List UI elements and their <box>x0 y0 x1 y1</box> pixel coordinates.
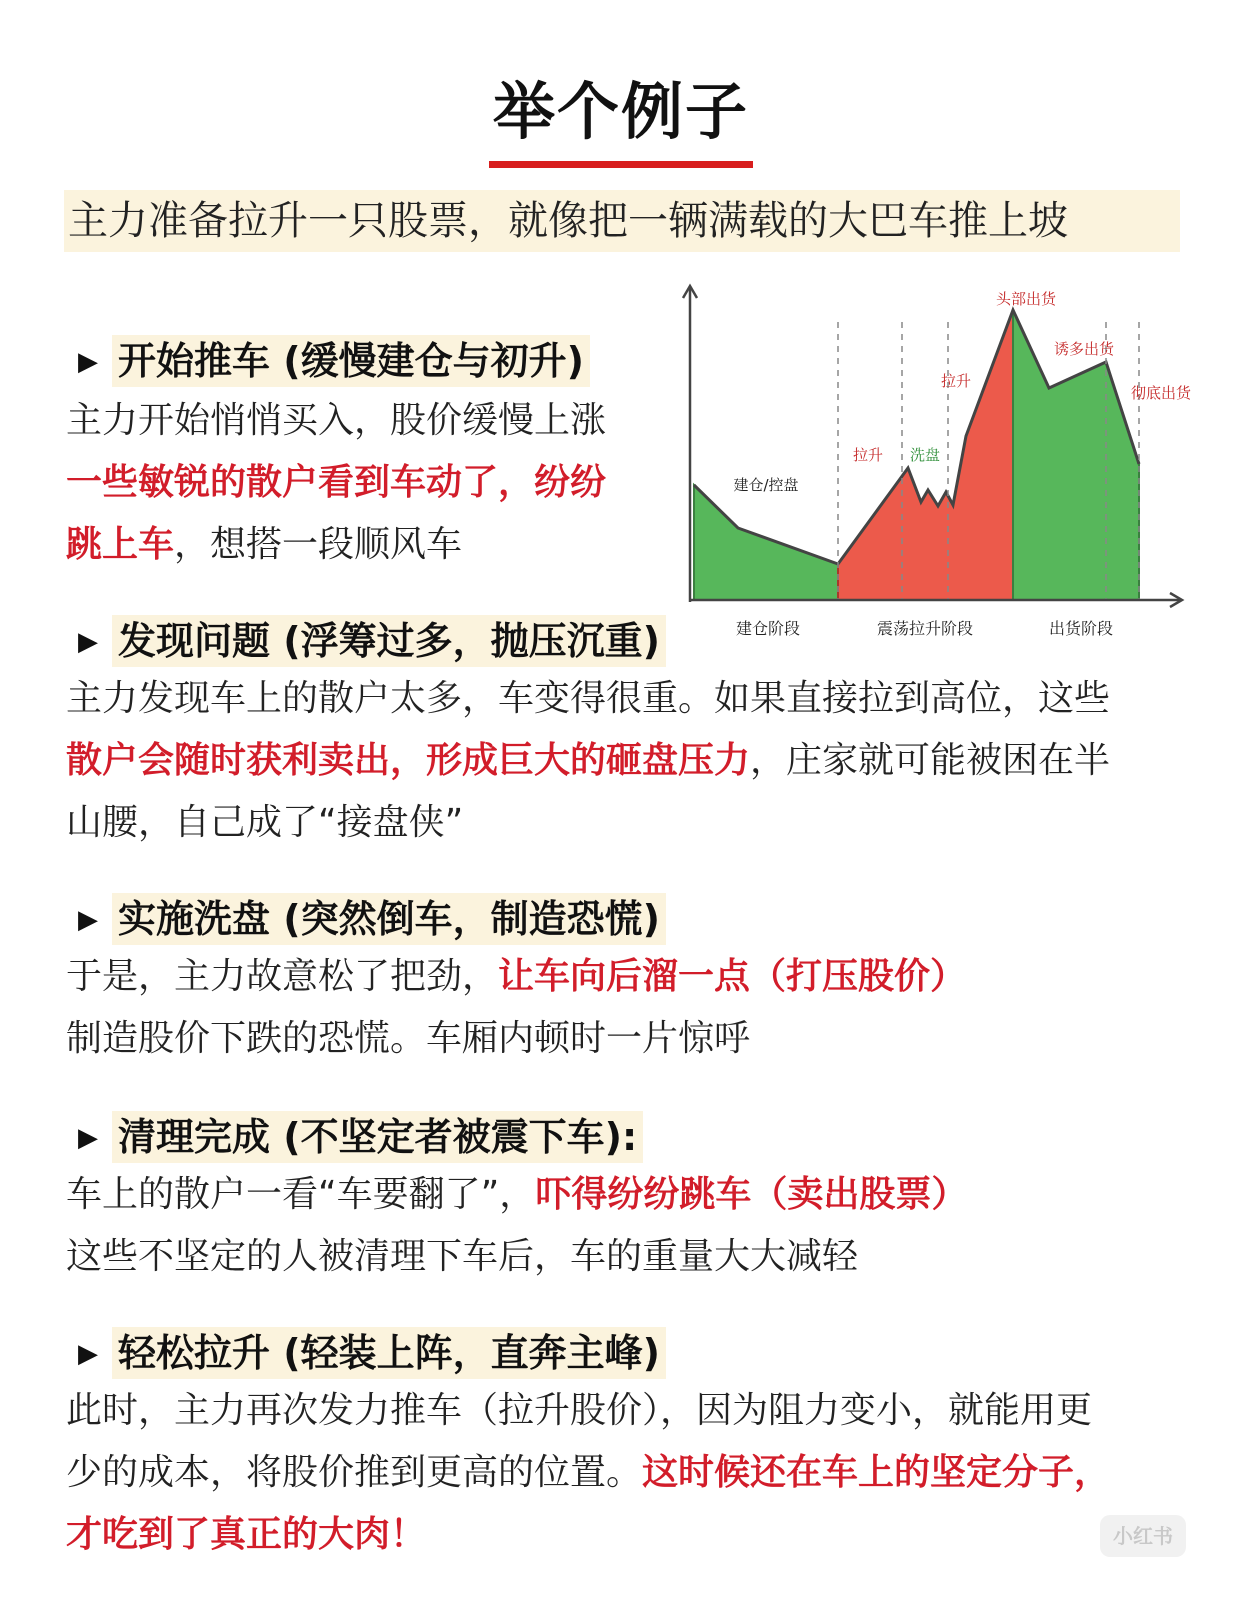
section-heading-text: 发现问题 (浮筹过多，抛压沉重) <box>112 615 666 667</box>
highlight-text: 才吃到了真正的大肉！ <box>66 1514 427 1555</box>
triangle-right-icon: ▶ <box>78 627 98 657</box>
text-span: 少的成本，将股价推到更高的位置。 <box>66 1452 643 1493</box>
label-wash: 洗盘 <box>909 446 941 464</box>
text-line <box>66 792 1110 854</box>
text-span: 主力开始悄悄买入，股价缓慢上涨 <box>66 400 607 441</box>
highlight-text: 吓得纷纷跳车（卖出股票） <box>535 1174 968 1215</box>
text-line <box>66 452 606 514</box>
stage-label-build: 建仓阶段 <box>735 619 801 638</box>
highlight-text: 散户会随时获利卖出，形成巨大的砸盘压力 <box>66 740 751 781</box>
section-heading-text: 实施洗盘 (突然倒车，制造恐慌) <box>112 893 666 945</box>
text-line <box>66 390 606 452</box>
text-span: 制造股价下跌的恐慌。车厢内顿时一片惊呼 <box>66 1018 751 1059</box>
text-span: 车上的散户一看“车要翻了”， <box>66 1174 536 1215</box>
text-line <box>66 1380 1110 1442</box>
build-phase-area <box>694 485 838 600</box>
section-paragraph-5 <box>66 1380 1110 1566</box>
text-line <box>66 1164 967 1226</box>
text-line <box>66 1504 1110 1566</box>
label-top: 头部出货 <box>995 290 1057 308</box>
text-line <box>66 946 966 1008</box>
section-heading-text: 清理完成 (不坚定者被震下车): <box>112 1111 643 1163</box>
text-span: 此时，主力再次发力推车（拉升股价），因为阻力变小，就能用更 <box>66 1390 1093 1431</box>
label-final: 彻底出货 <box>1130 384 1192 402</box>
text-span: ，庄家就可能被困在半 <box>750 740 1111 781</box>
section-heading-2 <box>78 610 666 665</box>
section-heading-text: 开始推车 (缓慢建仓与初升) <box>112 335 590 387</box>
section-heading-4 <box>78 1106 643 1161</box>
stage-label-distribution: 出货阶段 <box>1048 619 1114 638</box>
subtitle-banner: 主力准备拉升一只股票，就像把一辆满载的大巴车推上坡 <box>64 190 1180 252</box>
section-paragraph-3 <box>66 946 966 1070</box>
text-span: 山腰，自己成了“接盘侠” <box>66 802 464 843</box>
label-lure: 诱多出货 <box>1053 340 1115 358</box>
highlight-text: 一些敏锐的散户看到车动了，纷纷 <box>66 462 607 503</box>
highlight-text: 跳上车 <box>66 524 175 565</box>
text-span: 于是，主力故意松了把劲， <box>66 956 499 997</box>
title-wrap <box>0 62 1242 168</box>
section-heading-3 <box>78 888 666 943</box>
highlight-text: 这时候还在车上的坚定分子， <box>642 1452 1111 1493</box>
section-heading-text: 轻松拉升 (轻装上阵，直奔主峰) <box>112 1327 666 1379</box>
section-heading-5 <box>78 1322 666 1377</box>
triangle-right-icon: ▶ <box>78 905 98 935</box>
text-span: 主力发现车上的散户太多，车变得很重。如果直接拉到高位，这些 <box>66 678 1111 719</box>
text-line <box>66 668 1110 730</box>
triangle-right-icon: ▶ <box>78 1339 98 1369</box>
text-span: 这些不坚定的人被清理下车后，车的重量大大减轻 <box>66 1236 859 1277</box>
stage-label-pullup: 震荡拉升阶段 <box>876 619 974 638</box>
watermark-logo: 小红书 <box>1100 1515 1186 1557</box>
highlight-text: 让车向后溜一点（打压股价） <box>498 956 967 997</box>
label-pull2: 拉升 <box>940 372 972 390</box>
label-build: 建仓/控盘 <box>733 476 799 494</box>
section-paragraph-4 <box>66 1164 967 1288</box>
text-line <box>66 730 1110 792</box>
text-span: ，想搭一段顺风车 <box>174 524 463 565</box>
triangle-right-icon: ▶ <box>78 347 98 377</box>
text-line <box>66 1442 1110 1504</box>
triangle-right-icon: ▶ <box>78 1123 98 1153</box>
stage-illustration <box>676 280 1196 650</box>
page-title: 举个例子 <box>489 62 753 168</box>
section-paragraph-2 <box>66 668 1110 854</box>
text-line <box>66 514 606 576</box>
text-line <box>66 1008 966 1070</box>
text-line <box>66 1226 967 1288</box>
section-paragraph-1 <box>66 390 606 576</box>
label-pull1: 拉升 <box>852 446 884 464</box>
section-heading-1 <box>78 330 590 385</box>
